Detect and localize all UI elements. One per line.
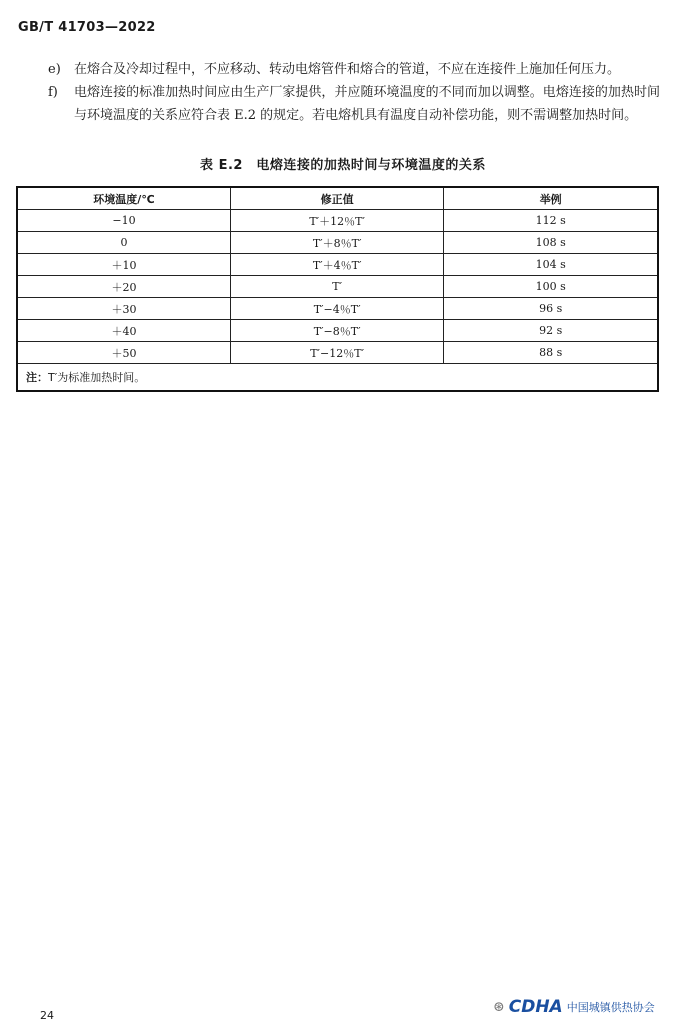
cell-example: 108 s xyxy=(444,232,658,254)
table-header-row xyxy=(17,187,658,210)
wechat-icon: ⊛ xyxy=(493,999,505,1015)
cell-example: 100 s xyxy=(444,276,658,298)
paragraph-e-text: 在熔合及冷却过程中，不应移动、转动电熔管件和熔合的管道，不应在连接件上施加任何压力。 xyxy=(74,62,621,77)
cell-temperature: ＋10 xyxy=(17,254,230,276)
cell-example: 112 s xyxy=(444,210,658,232)
cell-example: 88 s xyxy=(444,342,658,364)
header-example: 举例 xyxy=(444,187,658,210)
cell-correction: T′＋12％T′ xyxy=(230,210,443,232)
page-number: 24 xyxy=(40,1009,54,1022)
table-row xyxy=(17,320,658,342)
table-note-row xyxy=(17,364,658,392)
header-correction-value: 修正值 xyxy=(230,187,443,210)
paragraph-e xyxy=(48,58,660,81)
cell-correction: T′＋4％T′ xyxy=(230,254,443,276)
paragraph-f-label: f) xyxy=(48,85,58,100)
cell-correction: T′−4％T′ xyxy=(230,298,443,320)
cell-correction: T′ xyxy=(230,276,443,298)
table-note-label: 注： xyxy=(26,371,48,384)
header-ambient-temperature: 环境温度/℃ xyxy=(17,187,230,210)
paragraph-f xyxy=(48,81,660,127)
cell-example: 96 s xyxy=(444,298,658,320)
cell-correction: T′−8％T′ xyxy=(230,320,443,342)
table-note-text: T′为标准加热时间。 xyxy=(48,371,146,384)
cell-example: 92 s xyxy=(444,320,658,342)
table-title: 表 E.2 电熔连接的加热时间与环境温度的关系 xyxy=(200,158,486,173)
cell-temperature: 0 xyxy=(17,232,230,254)
table-row xyxy=(17,298,658,320)
watermark-text: 中国城镇供热协会 xyxy=(566,1001,655,1014)
cell-correction: T′−12％T′ xyxy=(230,342,443,364)
cell-temperature: ＋40 xyxy=(17,320,230,342)
cell-correction: T′＋8％T′ xyxy=(230,232,443,254)
cell-temperature: ＋30 xyxy=(17,298,230,320)
watermark-logo: CDHA xyxy=(508,997,563,1017)
table-row xyxy=(17,254,658,276)
heating-time-table xyxy=(16,186,659,392)
paragraph-e-label: e) xyxy=(48,62,61,77)
watermark xyxy=(493,990,673,1024)
cell-temperature: ＋20 xyxy=(17,276,230,298)
table-note xyxy=(17,364,658,392)
table-row xyxy=(17,342,658,364)
table-row xyxy=(17,232,658,254)
table-row xyxy=(17,276,658,298)
standard-code: GB/T 41703—2022 xyxy=(18,20,156,35)
cell-example: 104 s xyxy=(444,254,658,276)
paragraph-f-text: 电熔连接的标准加热时间应由生产厂家提供，并应随环境温度的不同而加以调整。电熔连接的加热时间与环境温度的关系应符合表 E.2 的规定。若电熔机具有温度自动补偿功能，则不需调整加热时间。 xyxy=(74,85,660,123)
table-row xyxy=(17,210,658,232)
cell-temperature: ＋50 xyxy=(17,342,230,364)
cell-temperature: −10 xyxy=(17,210,230,232)
